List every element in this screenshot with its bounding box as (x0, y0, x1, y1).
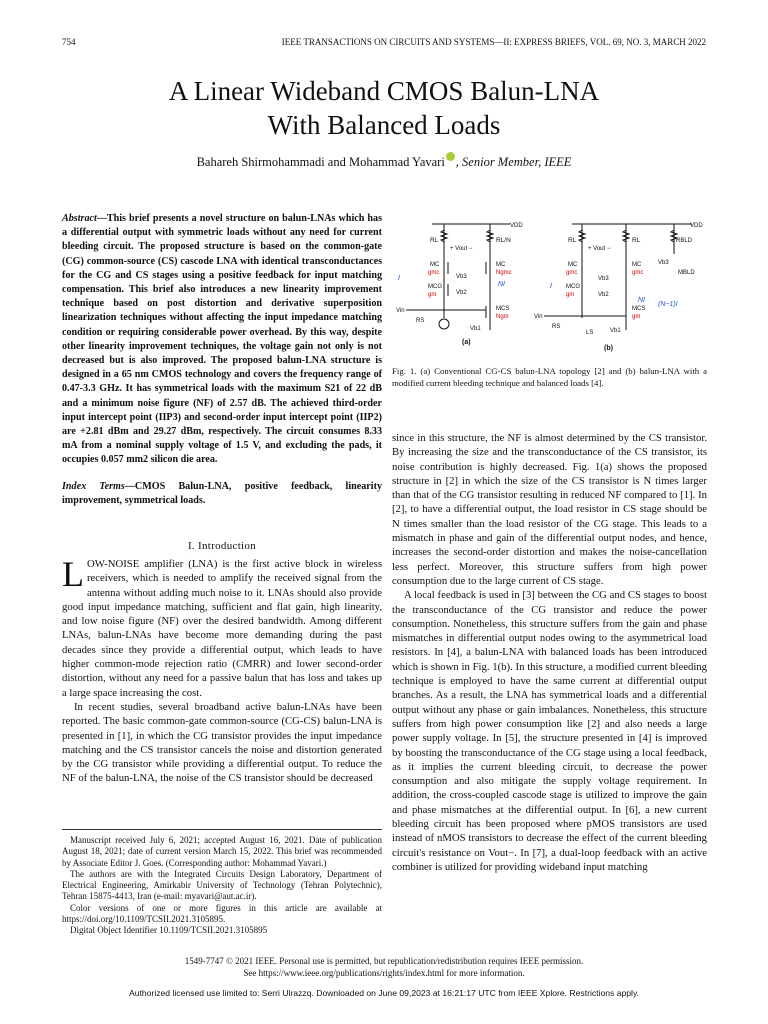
copyright-line-2: See https://www.ieee.org/publications/rights/index.html for more information. (243, 968, 525, 978)
abstract-body: —This brief presents a novel structure on balun-LNAs which has a differential output with symmetric loads without any need for current bleeding circuit. The proposed structure is based on the common-gate (CG) common-source (CS) cascode LNA with identical transconductances for the CG and CS stages using a positive feedback for input matching compensation. This brief also introduces a new linearity improvement technique based on post distortion and derivative superposition linearization techniques without affecting the input impedance matching condition or requiring considerable power overhead. By this way, despite other linearity improvement techniques, the voltage gain not only is not decreased but is also improved. The proposed balun-LNA structure is designed in a 65 nm CMOS technology and covers the frequency range of 0.47-3.3 GHz. It has symmetrical loads with the maximum S21 of 22 dB and a minimum noise figure (NF) of 2.57 dB. The achieved third-order input intercept point (IIP3) and second-order input intercept point (IIP2) are +2.81 dBm and 29.27 dBm, respectively. The circuit consumes 8.33 mA from a nominal supply voltage of 1.5 V, and excluding the pads, it occupies 0.057 mm2 silicon die area. (62, 213, 382, 466)
intro-text (62, 554, 382, 786)
vout-label-a: + Vout − (450, 246, 473, 252)
current-ni-label-a: NI (498, 281, 505, 288)
orcid-icon[interactable] (446, 152, 455, 161)
gmc-label-a: gmc (428, 270, 440, 276)
gm-label-b2: gm (632, 314, 641, 320)
abstract-lead: Abstract (62, 213, 97, 224)
mc-label-a: MC (430, 262, 440, 268)
rl-label-b2: RL (632, 237, 641, 244)
rl-label-b: RL (568, 237, 577, 244)
title-line-2: With Balanced Loads (267, 110, 501, 140)
ngm-label-a: Ngm (496, 314, 509, 320)
vdd-label-a: VDD (510, 223, 523, 229)
mc-label-b2: MC (632, 262, 642, 268)
current-ni-label-b: NI (638, 297, 645, 304)
mcg-label-b: MCG (566, 284, 580, 290)
index-terms-body: —CMOS Balun-LNA, positive feedback, linearity improvement, symmetrical loads. (62, 481, 382, 507)
figure-1-schematic (392, 218, 708, 358)
gmc-label-b2: gmc (632, 270, 644, 276)
vb3-label-b: Vb3 (598, 276, 609, 282)
vb2-label-b: Vb2 (598, 292, 609, 298)
label-b: (b) (604, 345, 613, 352)
index-terms (62, 480, 382, 508)
vb1-label-a: Vb1 (470, 326, 481, 332)
gmc-label-b: gmc (566, 270, 578, 276)
figure-caption: Fig. 1. (a) Conventional CG-CS balun-LNA topology [2] and (b) balun-LNA with a modified current bleeding technique and balanced loads [4]. (392, 366, 707, 388)
schematic-b (534, 223, 703, 352)
mbld-label: MBLD (678, 270, 695, 276)
rl-label-a: RL (430, 237, 439, 244)
vout-label-b: + Vout − (588, 246, 611, 252)
intro-paragraph-2: In recent studies, several broadband active balun-LNAs have been reported. The basic common-gate common-source (CG-CS) balun-LNA is presented in [1], in which the CG transistor provides the input impedance matching and the CS transistor cancels the noise and distortion generated by the CG transistor while providing a differential output. To reduce the NF of the balun-LNA, the noise of the CS transistor should be decreased (62, 700, 382, 785)
copyright-line-1: 1549-7747 © 2021 IEEE. Personal use is permitted, but republication/redistribution requires IEEE permission. (184, 956, 584, 966)
index-terms-lead: Index Terms (62, 481, 125, 492)
vb2-label-a: Vb2 (456, 290, 467, 296)
drop-cap: L (62, 554, 84, 594)
rbld-label: RBLD (676, 238, 693, 244)
footnote-affiliation: The authors are with the Integrated Circuits Design Laboratory, Department of Electrical Engineering, Amirkabir University of Technology (Tehran Polytechnic), Tehran 15875-4413, Iran (e-mail: myavari@aut.ac.ir). (62, 868, 382, 902)
rs-label-a: RS (416, 318, 425, 324)
vdd-label-b: VDD (690, 223, 703, 229)
mcs-label-b: MCS (632, 306, 646, 312)
label-a: (a) (462, 339, 471, 346)
current-i-label-a: I (398, 275, 400, 282)
gm-label-a: gm (428, 292, 437, 298)
title-line-1: A Linear Wideband CMOS Balun-LNA (168, 76, 600, 106)
footnotes (62, 835, 382, 937)
author-line (0, 152, 768, 170)
rs-label-b: RS (552, 324, 561, 330)
license-notice: Authorized licensed use limited to: Serri Ulrazzq. Downloaded on June 09,2023 at 16:21:17 UTC from IEEE Xplore. Restrictions apply. (129, 988, 639, 998)
right-paragraph-2: A local feedback is used in [3] between the CG and CS stages to boost the transconductance of the CG transistor and reduce the power consumption. Nonetheless, this structure suffers from the gain and phase mismatches in differential output nodes owing to the asymmetrical load resistors. In [4], a balun-LNA with balanced loads has been introduced which is shown in Fig. 1(b). In this structure, a modified current bleeding technique is employed to have the same current at differential output branches. As a result, the LNA has symmetrical loads and a differential output without any phase or gain imbalances. Nonetheless, this structure suffers from high power consumption like [2] and also needs a large power supply voltage. In [5], the structure presented in [4] is improved by boosting the transconductance of the CG stage using a local feedback, as it implies the current bleeding circuit, to decrease the power consumption and also mitigate the supply voltage requirement. In addition, the cross-coupled cascode stage is utilized to improve the gain and phase mismatches at the differential output. In [6], a new current bleeding circuit has been proposed where pMOS transistors are used instead of nMOS transistors to decrease the effect of the current bleeding circuit's resistance on Vout−. In [7], a dual-loop feedback with an active combiner is utilized for providing wideband input matching (392, 589, 707, 873)
footnote-color: Color versions of one or more figures in this article are available at https://doi.org/10.1109/TCSII.2021.3105895. (62, 902, 382, 925)
intro-first-word: OW-NOISE (87, 558, 140, 570)
intro-paragraph-1 (62, 554, 382, 700)
paper-title (0, 74, 768, 142)
schematic-a (396, 223, 523, 346)
page-number: 754 (62, 37, 76, 47)
mc-label-a2: MC (496, 262, 506, 268)
intro-p1-rest: amplifier (LNA) is the first active block in wireless receivers, which is needed to amplify the received signal from the antenna without adding much noise to it. LNAs should also provide good input impedance matching, sufficient and flat gain, high linearity, and low noise figure (NF) over the desired bandwidth. Among different LNAs, balun-LNAs have become more demanding during the past decades since they provide a differential output, which leads to have higher common-mode rejection ratio (CMRR) and lower second-order distortion, without any need for a passive balun that has loss and takes up a large space increasing the cost. (62, 558, 382, 699)
mcs-label-a: MCS (496, 306, 510, 312)
abstract (62, 212, 382, 468)
right-column-text (392, 431, 707, 874)
gm-label-b: gm (566, 292, 575, 298)
ls-label: LS (586, 330, 594, 336)
mcg-label-a: MCG (428, 284, 442, 290)
author-title: , Senior Member, IEEE (455, 155, 572, 169)
vin-label-b: Vin (534, 314, 543, 320)
section-heading: I. Introduction (187, 540, 257, 552)
current-i-label-b: I (550, 283, 552, 290)
ngmc-label: Ngmc (496, 270, 512, 276)
footnote-manuscript: Manuscript received July 6, 2021; accepted August 16, 2021. Date of publication August 18, 2021; date of current version March 15, 2022. This brief was recommended by Associate Editor J. Goes. (Corresponding author: Mohammad Yavari.) (62, 835, 382, 868)
right-paragraph-1: since in this structure, the NF is almost determined by the CS transistor. By increasing the size and the transconductance of the CS transistor, its noise contribution is highly decreased. Fig. 1(a) shows the proposed structure in [2] in which the size of the CS transistor is N times larger than that of the CG transistor resulting in reduced NF compared to [1]. In [2], to have a differential output, the load resistor in CS stage should be N times smaller than the load resistor of the CG stage. This leads to a mismatch in phase and gain of the differential output nodes, and hence, increases the second-order distortion and makes the noise-cancellation less perfect. Moreover, this structure suffers from high power consumption due to the large current of CS stage. (392, 432, 707, 587)
vb4-label: Vb3 (658, 260, 669, 266)
vb1-label-b: Vb1 (610, 328, 621, 334)
footnote-divider (62, 829, 382, 830)
footnote-doi: Digital Object Identifier 10.1109/TCSII.2021.3105895 (70, 925, 268, 936)
running-header: IEEE TRANSACTIONS ON CIRCUITS AND SYSTEMS—II: EXPRESS BRIEFS, VOL. 69, NO. 3, MARCH 2022 (281, 37, 706, 47)
mc-label-b: MC (568, 262, 578, 268)
vb3-label-a: Vb3 (456, 274, 467, 280)
author-names: Bahareh Shirmohammadi and Mohammad Yavari (196, 155, 445, 169)
current-n-1-i-label: (N−1)I (658, 301, 678, 308)
rl-n-label: RL/N (496, 237, 511, 244)
vin-label-a: Vin (396, 308, 405, 314)
